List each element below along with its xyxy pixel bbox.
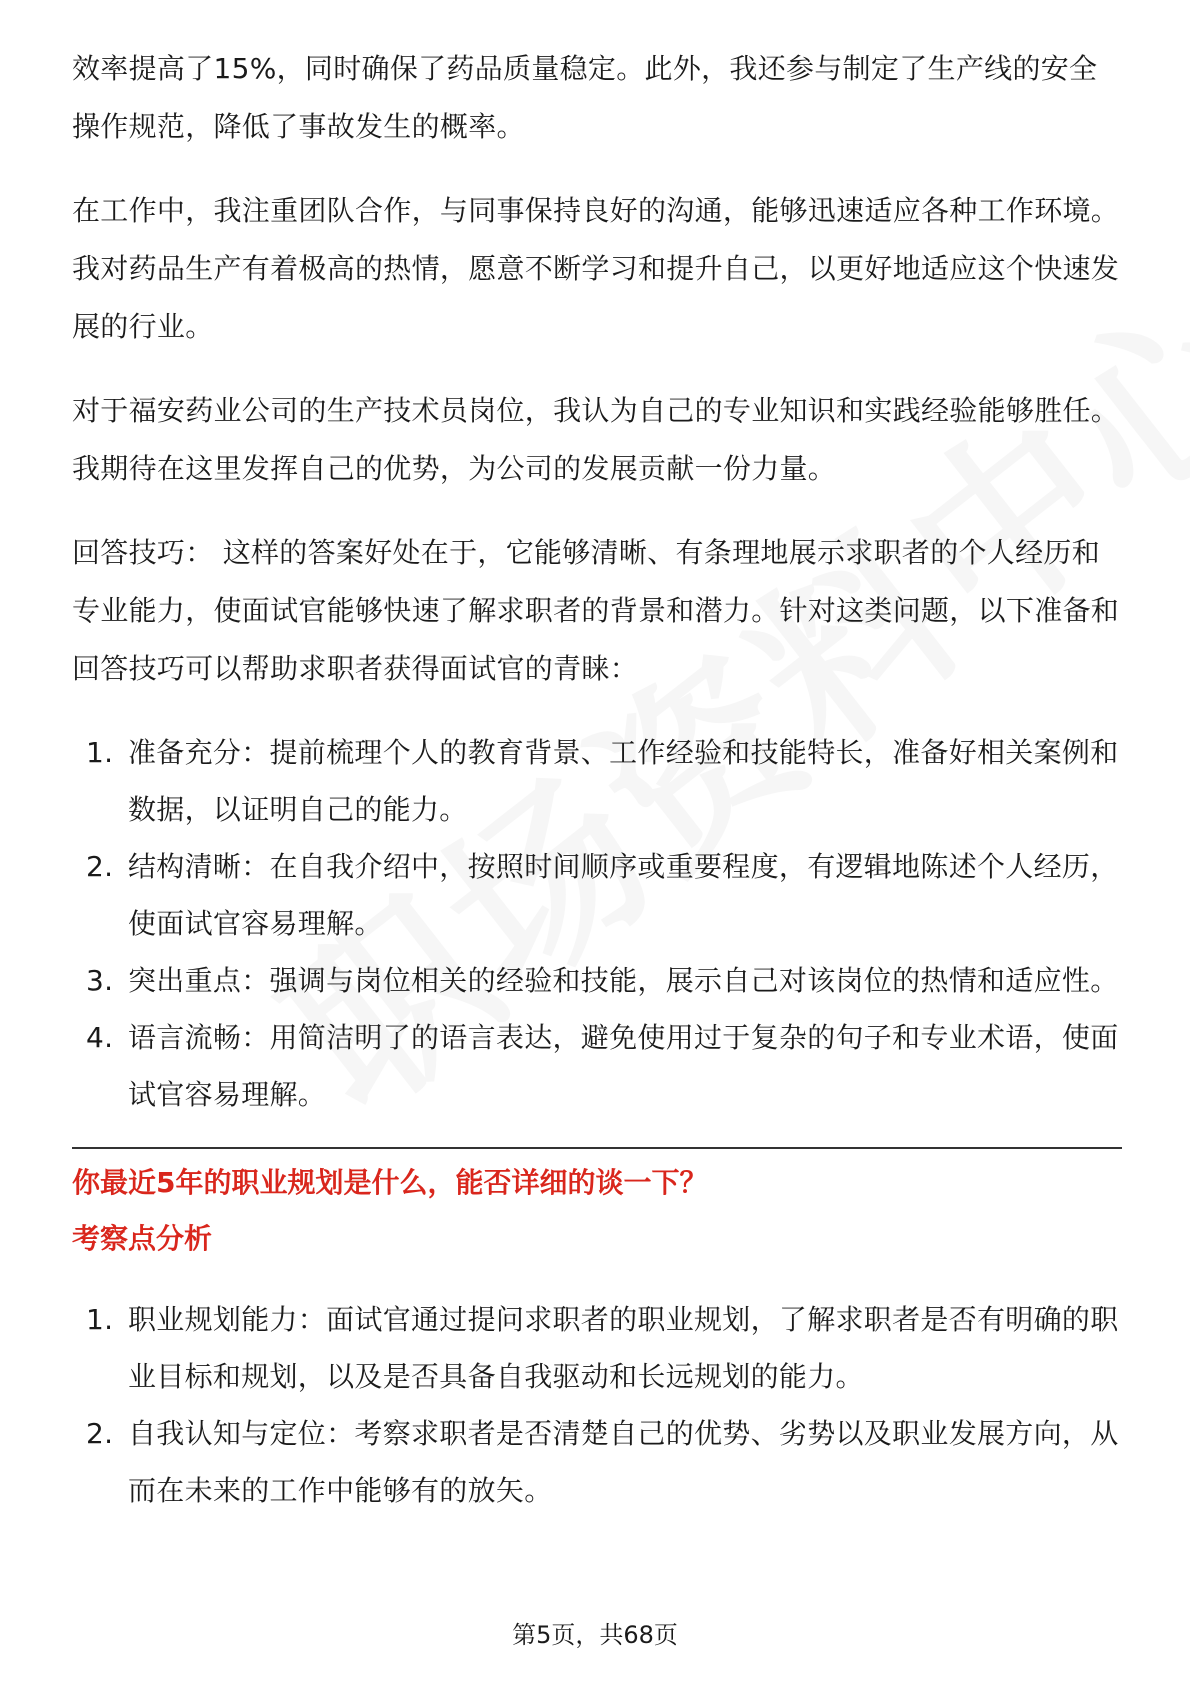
list-text: 语言流畅：用简洁明了的语言表达，避免使用过于复杂的句子和专业术语，使面试官容易理解。 [128, 1021, 1119, 1111]
analysis-list [72, 1291, 1122, 1519]
list-text: 准备充分：提前梳理个人的教育背景、工作经验和技能特长，准备好相关案例和数据，以证明自己的能力。 [128, 736, 1119, 826]
paragraph: 在工作中，我注重团队合作，与同事保持良好的沟通，能够迅速适应各种工作环境。我对药品生产有着极高的热情，愿意不断学习和提升自己，以更好地适应这个快速发展的行业。 [72, 194, 1120, 343]
list-item [72, 724, 1122, 838]
list-number: 3. [86, 964, 114, 997]
list-item [72, 1291, 1122, 1405]
list-number: 2. [86, 1417, 114, 1450]
answer-tips-paragraph: 回答技巧： 这样的答案好处在于，它能够清晰、有条理地展示求职者的个人经历和专业能力，使面试官能够快速了解求职者的背景和潜力。针对这类问题，以下准备和回答技巧可以帮助求职者获得面试官的青睐： [72, 536, 1120, 685]
analysis-heading: 考察点分析 [72, 1222, 213, 1255]
paragraph: 对于福安药业公司的生产技术员岗位，我认为自己的专业知识和实践经验能够胜任。我期待在这里发挥自己的优势，为公司的发展贡献一份力量。 [72, 394, 1120, 485]
section-divider [72, 1147, 1122, 1149]
question-heading: 你最近5年的职业规划是什么，能否详细的谈一下？ [72, 1166, 708, 1199]
list-item [72, 1405, 1122, 1519]
document-page [72, 40, 1122, 1543]
list-number: 1. [86, 1303, 114, 1336]
page-footer: 第5页，共68页 [512, 1621, 678, 1649]
list-number: 1. [86, 736, 114, 769]
list-item [72, 1009, 1122, 1123]
list-text: 结构清晰：在自我介绍中，按照时间顺序或重要程度，有逻辑地陈述个人经历，使面试官容易理解。 [128, 850, 1119, 940]
list-text: 突出重点：强调与岗位相关的经验和技能，展示自己对该岗位的热情和适应性。 [128, 964, 1119, 997]
paragraph: 效率提高了15%，同时确保了药品质量稳定。此外，我还参与制定了生产线的安全操作规范，降低了事故发生的概率。 [72, 52, 1098, 143]
tips-list [72, 724, 1122, 1123]
list-number: 2. [86, 850, 114, 883]
list-item [72, 952, 1122, 1009]
list-text: 自我认知与定位：考察求职者是否清楚自己的优势、劣势以及职业发展方向，从而在未来的工作中能够有的放矢。 [128, 1417, 1119, 1507]
list-item [72, 838, 1122, 952]
list-number: 4. [86, 1021, 114, 1054]
list-text: 职业规划能力：面试官通过提问求职者的职业规划，了解求职者是否有明确的职业目标和规划，以及是否具备自我驱动和长远规划的能力。 [128, 1303, 1119, 1393]
